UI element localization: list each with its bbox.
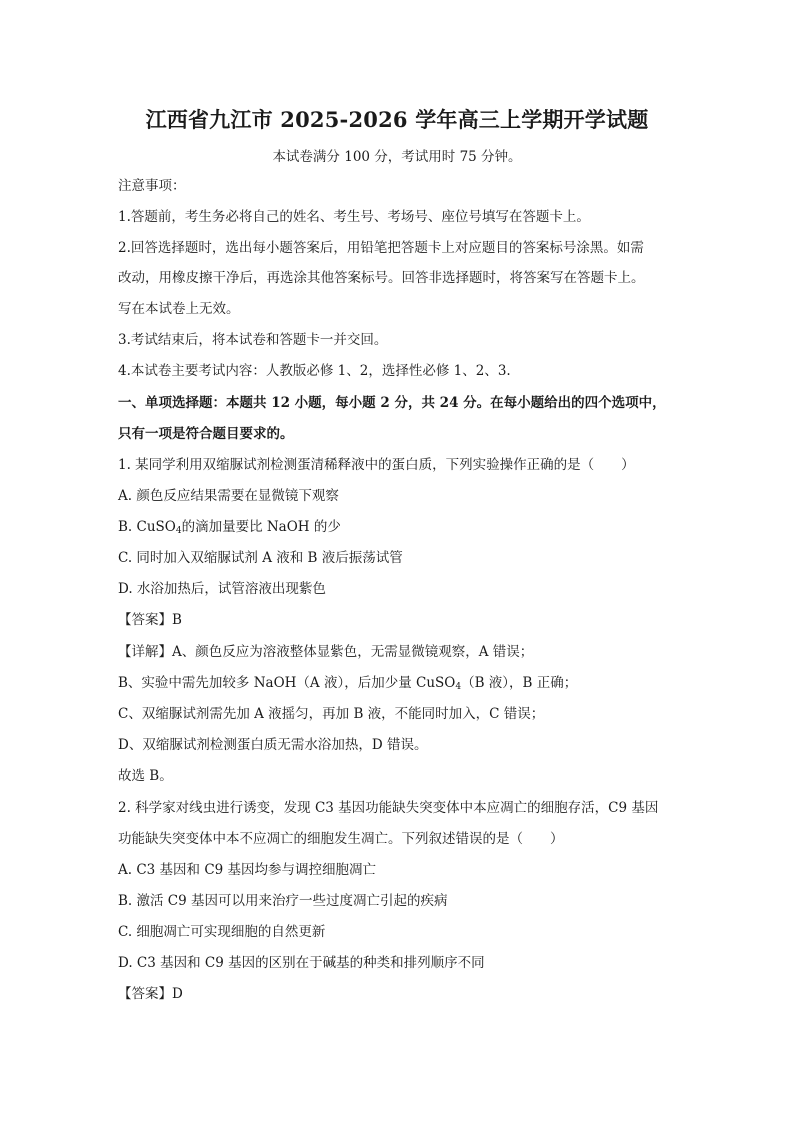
detail-2-subscript: 4 xyxy=(455,682,462,692)
exam-subtitle: 本试卷满分 100 分，考试用时 75 分钟。 xyxy=(272,149,522,165)
question-1-option-b xyxy=(118,518,341,540)
detail-label: 【详解】 xyxy=(118,644,172,660)
detail-2-text-pre: B、实验中需先加较多 NaOH（A 液），后加少量 CuSO xyxy=(118,675,456,691)
question-2-option-a: A. C3 基因和 C9 基因均参与调控细胞凋亡 xyxy=(118,862,377,878)
section-1-heading-line-1: 一、单项选择题：本题共 12 小题，每小题 2 分，共 24 分。在每小题给出的四个选项中， xyxy=(118,395,666,411)
notice-item-4: 4.本试卷主要考试内容：人教版必修 1、2，选择性必修 1、2、3. xyxy=(118,363,511,379)
question-1-conclusion: 故选 B。 xyxy=(118,768,173,784)
option-b-subscript: 4 xyxy=(175,526,182,536)
detail-2-text-post: （B 液），B 正确； xyxy=(461,675,578,691)
question-2-stem-line-2: 功能缺失突变体中本不应凋亡的细胞发生凋亡。下列叙述错误的是（ ） xyxy=(118,831,564,847)
question-1-detail-3: C、双缩脲试剂需先加 A 液摇匀，再加 B 液，不能同时加入，C 错误； xyxy=(118,706,545,722)
question-2-stem-line-1: 2. 科学家对线虫进行诱变，发现 C3 基因功能缺失突变体中本应凋亡的细胞存活，C9 基因 xyxy=(118,800,659,816)
question-1-stem: 1. 某同学利用双缩脲试剂检测蛋清稀释液中的蛋白质，下列实验操作正确的是（ ） xyxy=(118,457,635,473)
question-1-detail-2 xyxy=(118,674,577,696)
question-1-option-d: D. 水浴加热后，试管溶液出现紫色 xyxy=(118,581,326,597)
notice-item-2-line-2: 改动，用橡皮擦干净后，再选涂其他答案标号。回答非选择题时，将答案写在答题卡上。 xyxy=(118,270,645,286)
notice-item-2-line-1: 2.回答选择题时，选出每小题答案后，用铅笔把答题卡上对应题目的答案标号涂黑。如需 xyxy=(118,240,644,256)
question-1-detail-1 xyxy=(118,643,533,661)
notice-item-3: 3.考试结束后，将本试卷和答题卡一并交回。 xyxy=(118,332,388,348)
question-2-option-d: D. C3 基因和 C9 基因的区别在于碱基的种类和排列顺序不同 xyxy=(118,955,485,971)
notice-heading: 注意事项： xyxy=(118,178,186,194)
notice-item-1: 1.答题前，考生务必将自己的姓名、考生号、考场号、座位号填写在答题卡上。 xyxy=(118,209,590,225)
question-1-option-c: C. 同时加入双缩脲试剂 A 液和 B 液后振荡试管 xyxy=(118,550,403,566)
notice-item-2-line-3: 写在本试卷上无效。 xyxy=(118,301,240,317)
question-2-option-b: B. 激活 C9 基因可以用来治疗一些过度凋亡引起的疾病 xyxy=(118,893,448,909)
option-b-text-pre: B. CuSO xyxy=(118,519,176,535)
option-b-text-post: 的滴加量要比 NaOH 的少 xyxy=(181,519,341,535)
detail-text: A、颜色反应为溶液整体显紫色，无需显微镜观察，A 错误； xyxy=(172,644,534,660)
exam-title: 江西省九江市 2025-2026 学年高三上学期开学试题 xyxy=(145,107,649,132)
question-1-answer: 【答案】B xyxy=(118,612,182,628)
section-1-heading-line-2: 只有一项是符合题目要求的。 xyxy=(118,426,294,442)
question-1-option-a: A. 颜色反应结果需要在显微镜下观察 xyxy=(118,488,339,504)
question-2-option-c: C. 细胞凋亡可实现细胞的自然更新 xyxy=(118,924,326,940)
question-2-answer: 【答案】D xyxy=(118,986,183,1002)
question-1-detail-4: D、双缩脲试剂检测蛋白质无需水浴加热，D 错误。 xyxy=(118,737,428,753)
